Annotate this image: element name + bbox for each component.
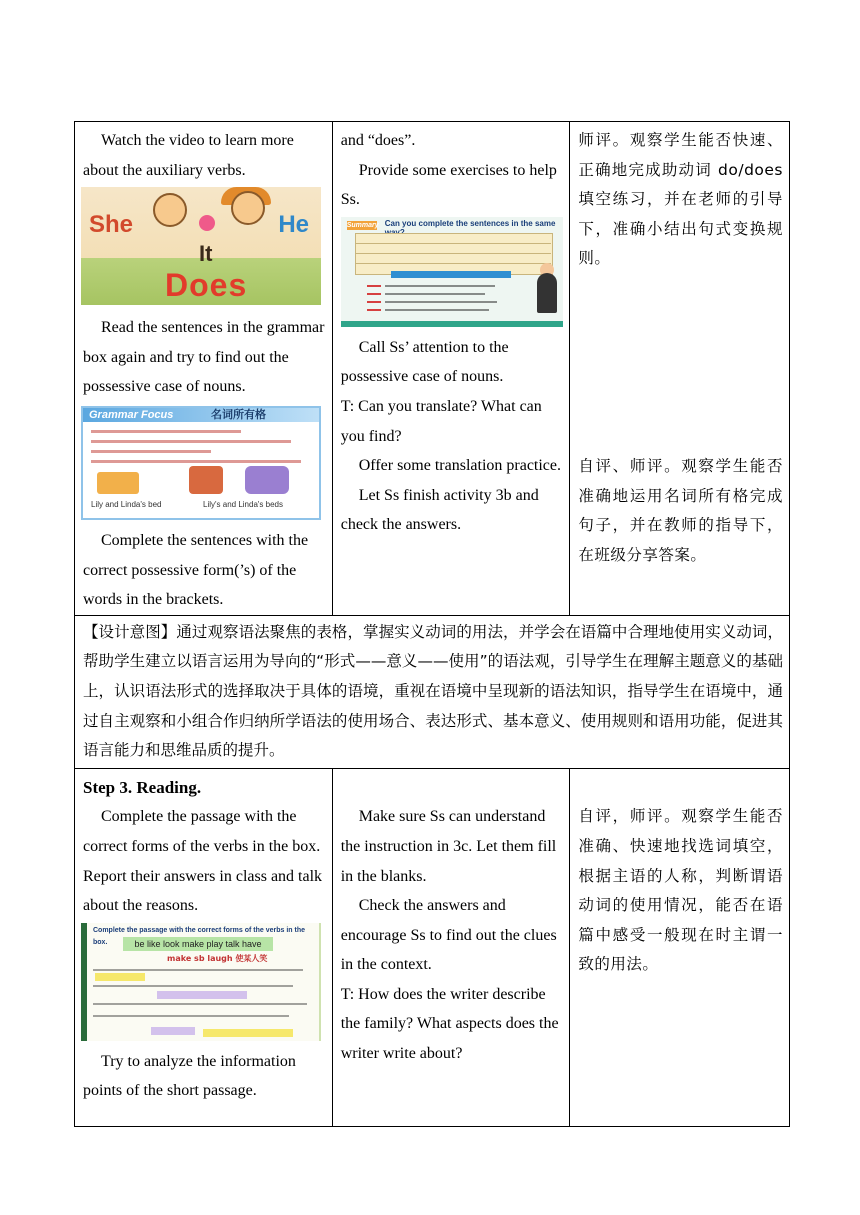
she-label: She — [89, 211, 134, 239]
passage-header: Complete the passage with the correct forms of the verbs in the box. — [93, 926, 305, 946]
bed-icon — [189, 466, 223, 494]
answer-mark — [367, 285, 381, 287]
paragraph: Watch the video to learn more about the auxiliary verbs. — [83, 132, 294, 179]
lesson-plan-table — [74, 121, 790, 1127]
paragraph: Read the sentences in the grammar box again and try to find out the possessive case of nouns. — [83, 319, 325, 396]
text-line — [91, 460, 301, 463]
answer-mark — [367, 293, 381, 295]
table-row — [75, 615, 790, 768]
lesson-plan-page — [74, 121, 790, 1127]
text-line — [385, 301, 497, 303]
text-line — [93, 1015, 289, 1017]
spacer — [578, 773, 783, 803]
paragraph: Check the answers and encourage Ss to find out the clues in the context. — [340, 897, 557, 974]
image-caption: Lily and Linda's bed — [91, 499, 162, 509]
grammar-focus-title-zh: 名词所有格 — [211, 407, 266, 421]
image-caption: Lily's and Linda's beds — [203, 499, 283, 509]
grid-line — [355, 263, 551, 264]
phrase-highlight: make sb laugh 使某人笑 — [167, 953, 268, 963]
paragraph: Make sure Ss can understand the instruction in 3c. Let them fill in the blanks. — [340, 808, 557, 885]
flower-icon — [199, 215, 215, 231]
summary-question: Can you complete the sentences in the same — [384, 218, 556, 228]
paragraph: Offer some translation practice. — [358, 457, 562, 475]
rule-bar — [391, 271, 511, 278]
summary-exercise-image — [341, 217, 563, 327]
teacher-activity-cell — [332, 122, 570, 616]
highlight-mark — [95, 973, 145, 981]
paragraph: Complete the passage with the correct forms of the verbs in the box. Report their answers in class and talk about the reasons. — [83, 808, 323, 915]
answer-mark — [367, 309, 381, 311]
text-line — [385, 285, 495, 287]
student-activity-cell — [75, 768, 333, 1126]
paragraph: T: Can you translate? What can you find? — [340, 397, 542, 445]
text-line — [385, 309, 489, 311]
grammar-focus-title: Grammar Focus — [89, 408, 174, 421]
spacer — [341, 773, 564, 803]
student-activity-cell — [75, 122, 333, 616]
text-line — [93, 969, 303, 971]
design-intent: 【设计意图】通过观察语法聚焦的表格，掌握实义动词的用法，并学会在语篇中合理地使用实义动词，帮助学生建立以语言运用为导向的“形式——意义——使用”的语法观，引导学生在理解主题意义的基础上，认识语法形式的选择取决于具体的语境，重视在语境中呈现新的语法知识，指导学生在语境中，通过自主观察和小组合作归纳所学语法的使用场合、表达形式、基本意义、使用规则和语用功能，促进其语言能力和思维品质的提升。 — [83, 622, 783, 760]
paragraph: 自评、师评。观察学生能否准确地运用名词所有格完成句子，并在教师的指导下，在班级分享答案。 — [578, 456, 783, 564]
paragraph: Provide some exercises to help Ss. — [340, 161, 557, 209]
grammar-focus-image — [81, 406, 321, 520]
boy-figure — [231, 191, 265, 225]
highlight-mark — [157, 991, 247, 999]
answer-mark — [367, 301, 381, 303]
table-row — [75, 768, 790, 1126]
text-line — [93, 985, 293, 987]
it-label: It — [199, 241, 213, 267]
bed-icon — [245, 466, 289, 494]
highlight-mark — [203, 1029, 293, 1037]
text-line — [93, 1003, 307, 1005]
grid-line — [355, 253, 551, 254]
girl-figure — [153, 193, 187, 227]
bed-icon — [97, 472, 139, 494]
text-line — [91, 450, 211, 453]
paragraph: Try to analyze the information points of the short passage. — [83, 1052, 296, 1100]
evaluation-cell — [570, 768, 790, 1126]
evaluation-cell — [570, 122, 790, 616]
paragraph: Complete the sentences with the correct possessive form(’s) of the words in the brackets. — [83, 531, 309, 609]
summary-grid — [355, 233, 553, 275]
teacher-activity-cell — [332, 768, 570, 1126]
paragraph: 自评，师评。观察学生能否准确、快速地找选词填空，根据主语的人称，判断谓语动词的使用情况，能否在语篇中感受一般现在时主谓一致的用法。 — [578, 807, 783, 974]
word-box: be like look make play talk have — [123, 937, 273, 951]
step-title: Step 3. Reading. — [83, 777, 202, 797]
text-line — [91, 440, 291, 443]
paragraph: Let Ss finish activity 3b and check the answers. — [340, 486, 539, 534]
paragraph: Call Ss’ attention to the possessive case of nouns. — [340, 338, 509, 386]
table-row — [75, 122, 790, 616]
text-line — [385, 293, 485, 295]
grid-line — [355, 243, 551, 244]
auxiliary-verbs-video-image — [81, 187, 321, 305]
passage-exercise-image — [81, 923, 321, 1041]
highlight-mark — [151, 1027, 195, 1035]
summary-tag: Summary — [346, 221, 379, 229]
teacher-figure — [537, 273, 557, 313]
paragraph: and “does”. — [340, 132, 416, 149]
text-line — [91, 430, 241, 433]
does-label: Does — [165, 267, 248, 304]
paragraph: 师评。观察学生能否快速、正确地完成助动词 do/does 填空练习，并在老师的引导下，准确小结出句式变换规则。 — [578, 131, 783, 268]
paragraph: T: How does the writer describe the family? What aspects does the writer write about? — [340, 985, 559, 1063]
he-label: He — [278, 211, 309, 239]
design-intent-cell — [75, 615, 790, 768]
